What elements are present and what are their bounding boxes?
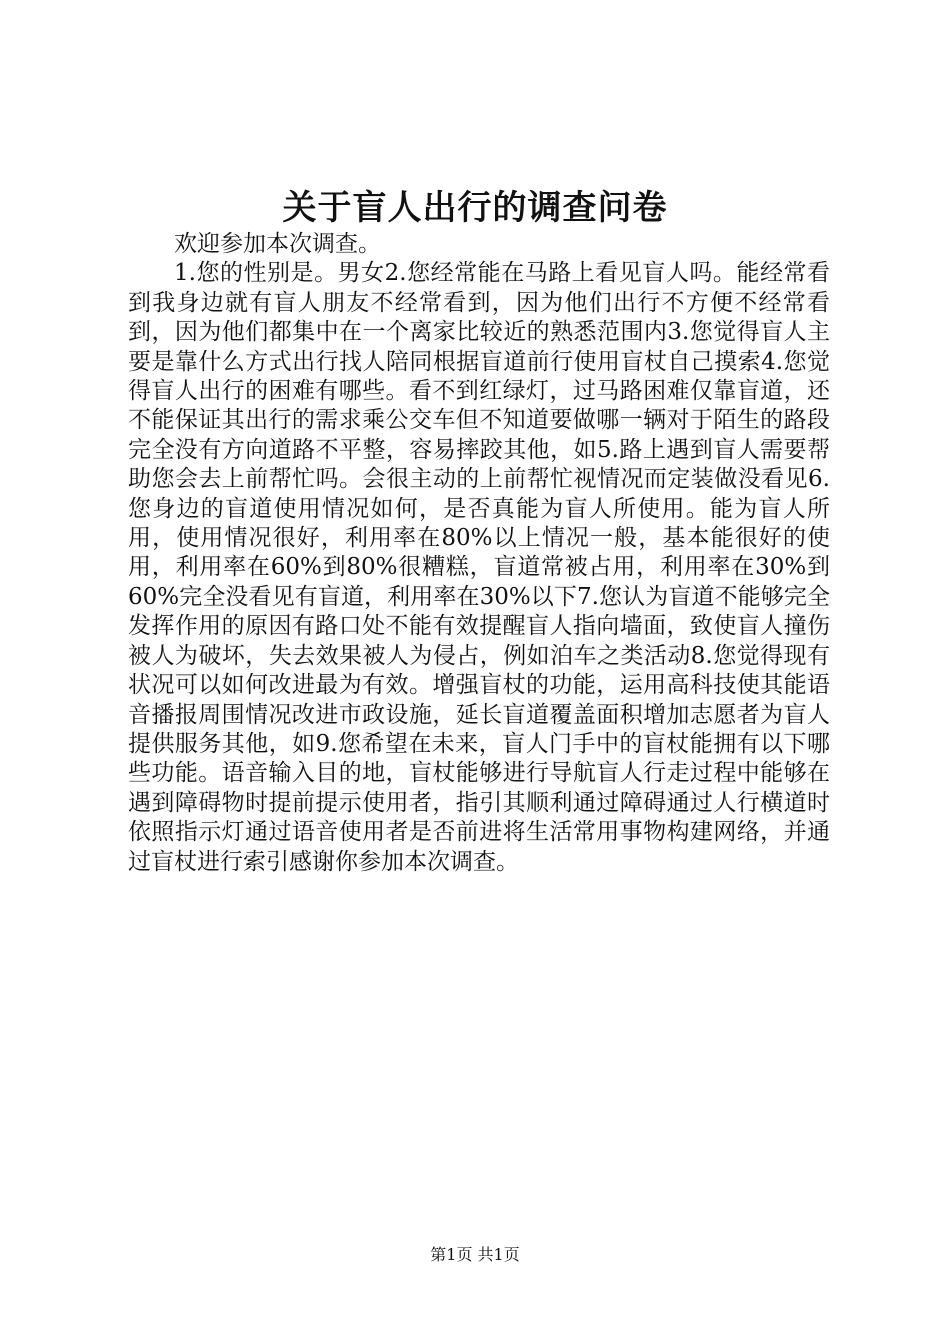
document-body [128,230,830,877]
page-footer: 第1页 共1页 [430,1245,520,1264]
questionnaire-paragraph: 1.您的性别是。男女2.您经常能在马路上看见盲人吗。能经常看到我身边就有盲人朋友不经常看到，因为他们出行不方便不经常看到，因为他们都集中在一个离家比较近的熟悉范围内3.您觉得盲人主要是靠什么方式出行找人陪同根据盲道前行使用盲杖自己摸索4.您觉得盲人出行的困难有哪些。看不到红绿灯，过马路困难仅靠盲道，还不能保证其出行的需求乘公交车但不知道要做哪一辆对于陌生的路段完全没有方向道路不平整，容易摔跤其他，如5.路上遇到盲人需要帮助您会去上前帮忙吗。会很主动的上前帮忙视情况而定装做没看见6.您身边的盲道使用情况如何，是否真能为盲人所使用。能为盲人所用，使用情况很好，利用率在80%以上情况一般，基本能很好的使用，利用率在60%到80%很糟糕，盲道常被占用，利用率在30%到60%完全没看见有盲道，利用率在30%以下7.您认为盲道不能够完全发挥作用的原因有路口处不能有效提醒盲人指向墙面，致使盲人撞伤被人为破坏，失去效果被人为侵占，例如泊车之类活动8.您觉得现有状况可以如何改进最为有效。增强盲杖的功能，运用高科技使其能语音播报周围情况改进市政设施，延长盲道覆盖面积增加志愿者为盲人提供服务其他，如9.您希望在未来，盲人门手中的盲杖能拥有以下哪些功能。语音输入目的地，盲杖能够进行导航盲人行走过程中能够在遇到障碍物时提前提示使用者，指引其顺利通过障碍通过人行横道时依照指示灯通过语音使用者是否前进将生活常用事物构建网络，并通过盲杖进行索引感谢你参加本次调查。 [128,260,830,875]
document-title: 关于盲人出行的调查问卷 [282,188,668,228]
intro-paragraph: 欢迎参加本次调查。 [174,231,381,257]
